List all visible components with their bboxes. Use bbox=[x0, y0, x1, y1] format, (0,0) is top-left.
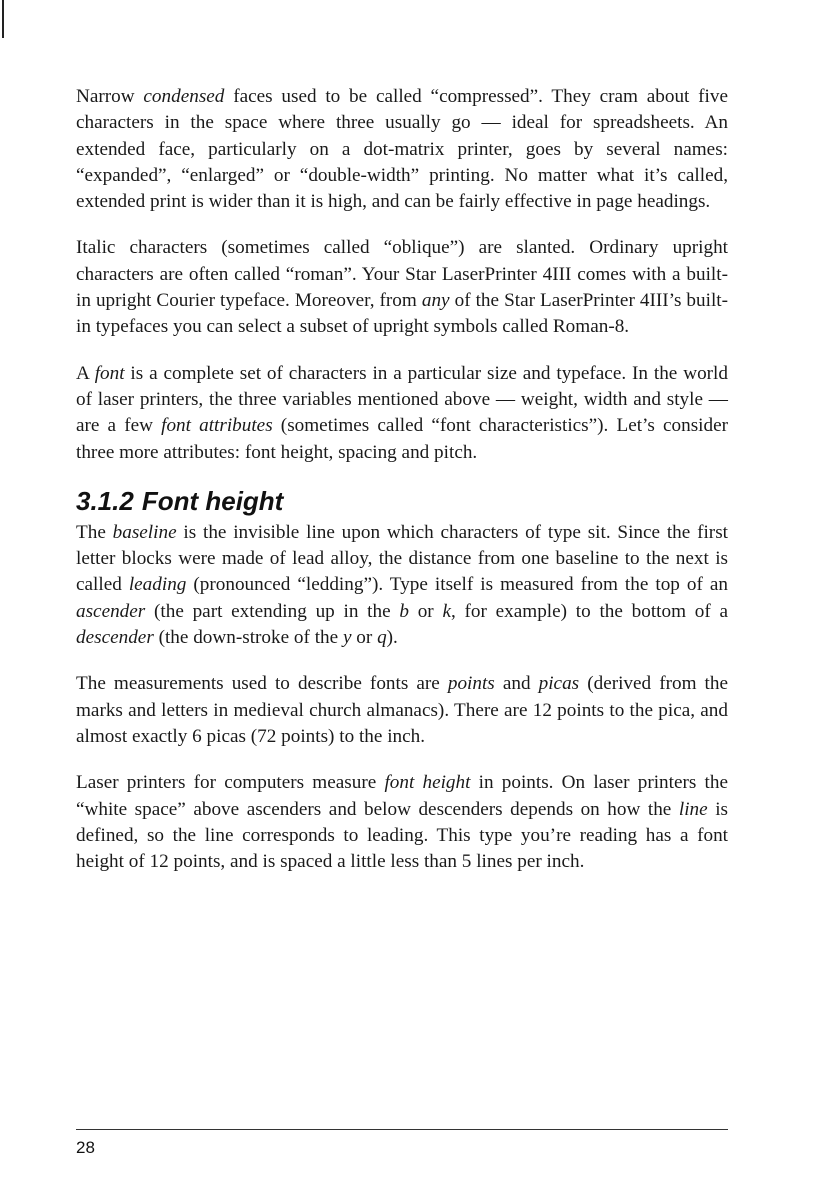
text-run: and bbox=[494, 673, 539, 695]
emphasis-k: k bbox=[442, 600, 451, 622]
emphasis-picas: picas bbox=[538, 673, 580, 695]
emphasis-q: q bbox=[377, 627, 387, 649]
section-title: Font height bbox=[141, 485, 284, 516]
text-run: The measurements used to describe fonts are bbox=[76, 673, 448, 695]
paragraph-font-height bbox=[76, 770, 728, 875]
text-run: (the part extending up in the bbox=[145, 600, 400, 622]
emphasis-condensed: condensed bbox=[143, 86, 225, 107]
text-run: (pronounced “ledding”). Type itself is measured from the top of an bbox=[186, 574, 728, 596]
footer-rule bbox=[76, 1129, 728, 1130]
text-run: is a complete set of characters in a particular size and typeface. In the world of laser printers, the three variables mentioned above — weight, width and style — are a few bbox=[76, 362, 728, 437]
text-run: or bbox=[408, 600, 443, 622]
paragraph-font-definition bbox=[76, 361, 728, 466]
emphasis-baseline: baseline bbox=[112, 521, 177, 543]
text-run: Italic characters (sometimes called “oblique”) are slanted. Ordinary upright characters are often called “roman”. Your Star LaserPrinter 4III comes with a built-in upright Courier typeface. Moreover, from bbox=[76, 237, 728, 312]
emphasis-font-height: font height bbox=[384, 772, 471, 794]
text-run: (the down-stroke of the bbox=[153, 627, 343, 649]
emphasis-points: points bbox=[447, 673, 495, 695]
text-run: (derived from the marks and letters in medieval church almanacs). There are 12 points to the pica, and almost exactly 6 picas (72 points) to the inch. bbox=[76, 673, 728, 747]
text-run: Narrow bbox=[76, 86, 144, 107]
text-run: , for example) to the bottom of a bbox=[450, 600, 728, 622]
paragraph-condensed-faces bbox=[76, 84, 728, 215]
text-run: Laser printers for computers measure bbox=[76, 772, 385, 794]
page-body bbox=[76, 84, 728, 895]
emphasis-any: any bbox=[421, 290, 450, 312]
text-run: faces used to be called “compressed”. They cram about five characters in the space where three usually go — ideal for spreadsheets. An extended face, particularly on a dot-matrix printer, goes by several names: “expanded”, “enlarged” or “double-width” printing. No matter what it’s called, extended print is wider than it is high, and can be fairly effective in page headings. bbox=[76, 86, 728, 213]
emphasis-font-attributes: font attributes bbox=[161, 415, 273, 437]
text-run: in points. On laser printers the “white space” above ascenders and below descenders depends on how the bbox=[76, 772, 728, 820]
emphasis-descender: descender bbox=[76, 627, 154, 649]
paragraph-italic-characters bbox=[76, 235, 728, 340]
paragraph-baseline bbox=[76, 520, 728, 651]
text-run: is the invisible line upon which characters of type sit. Since the first letter blocks were made of lead alloy, the distance from one baseline to the next is called bbox=[76, 521, 728, 596]
emphasis-line: line bbox=[678, 798, 708, 820]
section-number: 3.1.2 bbox=[76, 485, 134, 516]
text-run: of the Star LaserPrinter 4III’s built-in typefaces you can select a subset of upright symbols called Roman-8. bbox=[76, 290, 729, 338]
emphasis-b: b bbox=[399, 600, 409, 622]
paragraph-points-picas bbox=[76, 671, 728, 750]
scan-edge-mark bbox=[2, 0, 4, 38]
text-run: or bbox=[351, 627, 378, 649]
page-number: 28 bbox=[76, 1138, 95, 1157]
emphasis-font: font bbox=[94, 362, 125, 384]
text-run: is defined, so the line corresponds to leading. This type you’re reading has a font height of 12 points, and is spaced a little less than 5 lines per inch. bbox=[76, 798, 728, 873]
emphasis-leading: leading bbox=[128, 574, 187, 596]
text-run: A bbox=[76, 362, 95, 384]
section-heading bbox=[76, 486, 728, 516]
emphasis-y: y bbox=[342, 627, 352, 649]
text-run: (sometimes called “font characteristics”). Let’s consider three more attributes: font height, spacing and pitch. bbox=[76, 415, 728, 463]
emphasis-ascender: ascender bbox=[76, 600, 146, 622]
text-run: ). bbox=[386, 627, 398, 649]
text-run: The bbox=[76, 521, 113, 543]
